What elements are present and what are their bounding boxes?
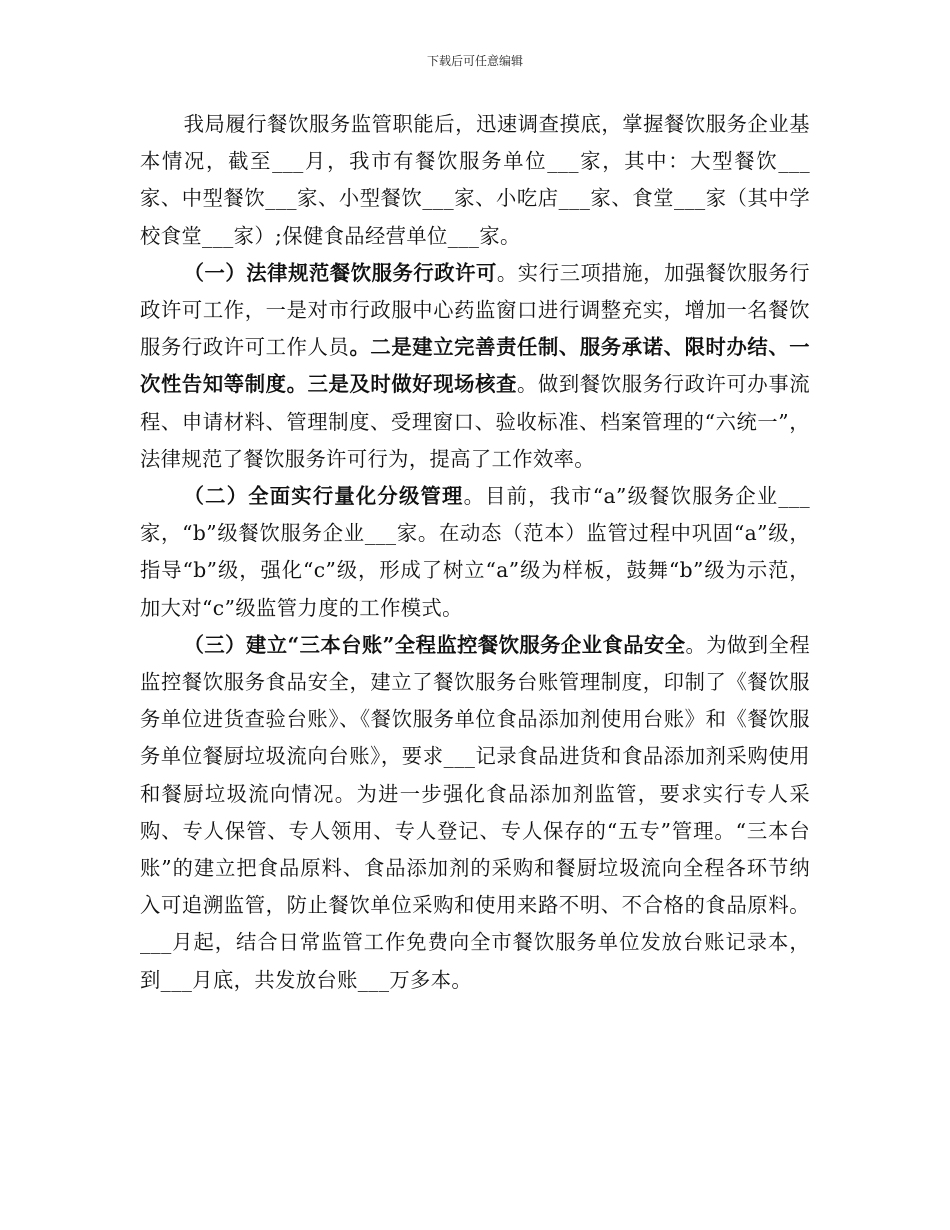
paragraph-text: 。做到餐饮服务行政许可办事流程、申请材料、管理制度、受理窗口、验收标准、档案管理的“六统一”，法律规范了餐饮服务许可行为，提高了工作效率。 bbox=[140, 372, 811, 471]
section-heading: （一）法律规范餐饮服务行政许可 bbox=[183, 260, 497, 285]
document-body bbox=[140, 106, 810, 999]
section-heading: （三）建立“三本台账”全程监控餐饮服务企业食品安全 bbox=[183, 632, 686, 657]
paragraph-section-3 bbox=[140, 627, 810, 999]
emphasized-text: 。二是建立完善责任制、服务承诺、限时办结、一次性告知等制度。三是及时做好现场核查 bbox=[140, 335, 810, 397]
paragraph-text: 。实行三项措施，加强餐饮服务行政许可工作，一是对市行政服中心药监窗口进行调整充实，增加一名餐饮服务行政许可工作人员 bbox=[140, 260, 810, 360]
paragraph-intro bbox=[140, 106, 810, 255]
page-header: 下载后可任意编辑 bbox=[426, 54, 523, 68]
paragraph-text: 。目前，我市“a”级餐饮服务企业___家，“b”级餐饮服务企业___家。在动态（范本）监管过程中巩固“a”级，指导“b”级，强化“c”级，形成了树立“a”级为样板，鼓舞“b”级为示范，加大对“c”级监管力度的工作模式。 bbox=[140, 484, 811, 620]
paragraph-section-2 bbox=[140, 478, 810, 627]
section-heading: （二）全面实行量化分级管理 bbox=[183, 484, 464, 509]
paragraph-section-1 bbox=[140, 255, 810, 478]
paragraph-text: 。为做到全程监控餐饮服务食品安全，建立了餐饮服务台账管理制度，印制了《餐饮服务单位进货查验台账》、《餐饮服务单位食品添加剂使用台账》和《餐饮服务单位餐厨垃圾流向台账》，要求___记录食品进货和食品添加剂采购使用和餐厨垃圾流向情况。为进一步强化食品添加剂监管，要求实行专人采购、专人保管、专人领用、专人登记、专人保存的“五专”管理。“三本台账”的建立把食品原料、食品添加剂的采购和餐厨垃圾流向全程各环节纳入可追溯监管，防止餐饮单位采购和使用来路不明、不合格的食品原料。___月起，结合日常监管工作免费向全市餐饮服务单位发放台账记录本，到___月底，共发放台账___万多本。 bbox=[140, 632, 810, 992]
paragraph-text: 我局履行餐饮服务监管职能后，迅速调查摸底，掌握餐饮服务企业基本情况，截至___月，我市有餐饮服务单位___家，其中：大型餐饮___家、中型餐饮___家、小型餐饮___家、小吃店___家、食堂___家（其中学校食堂___家）;保健食品经营单位___家。 bbox=[140, 112, 810, 248]
